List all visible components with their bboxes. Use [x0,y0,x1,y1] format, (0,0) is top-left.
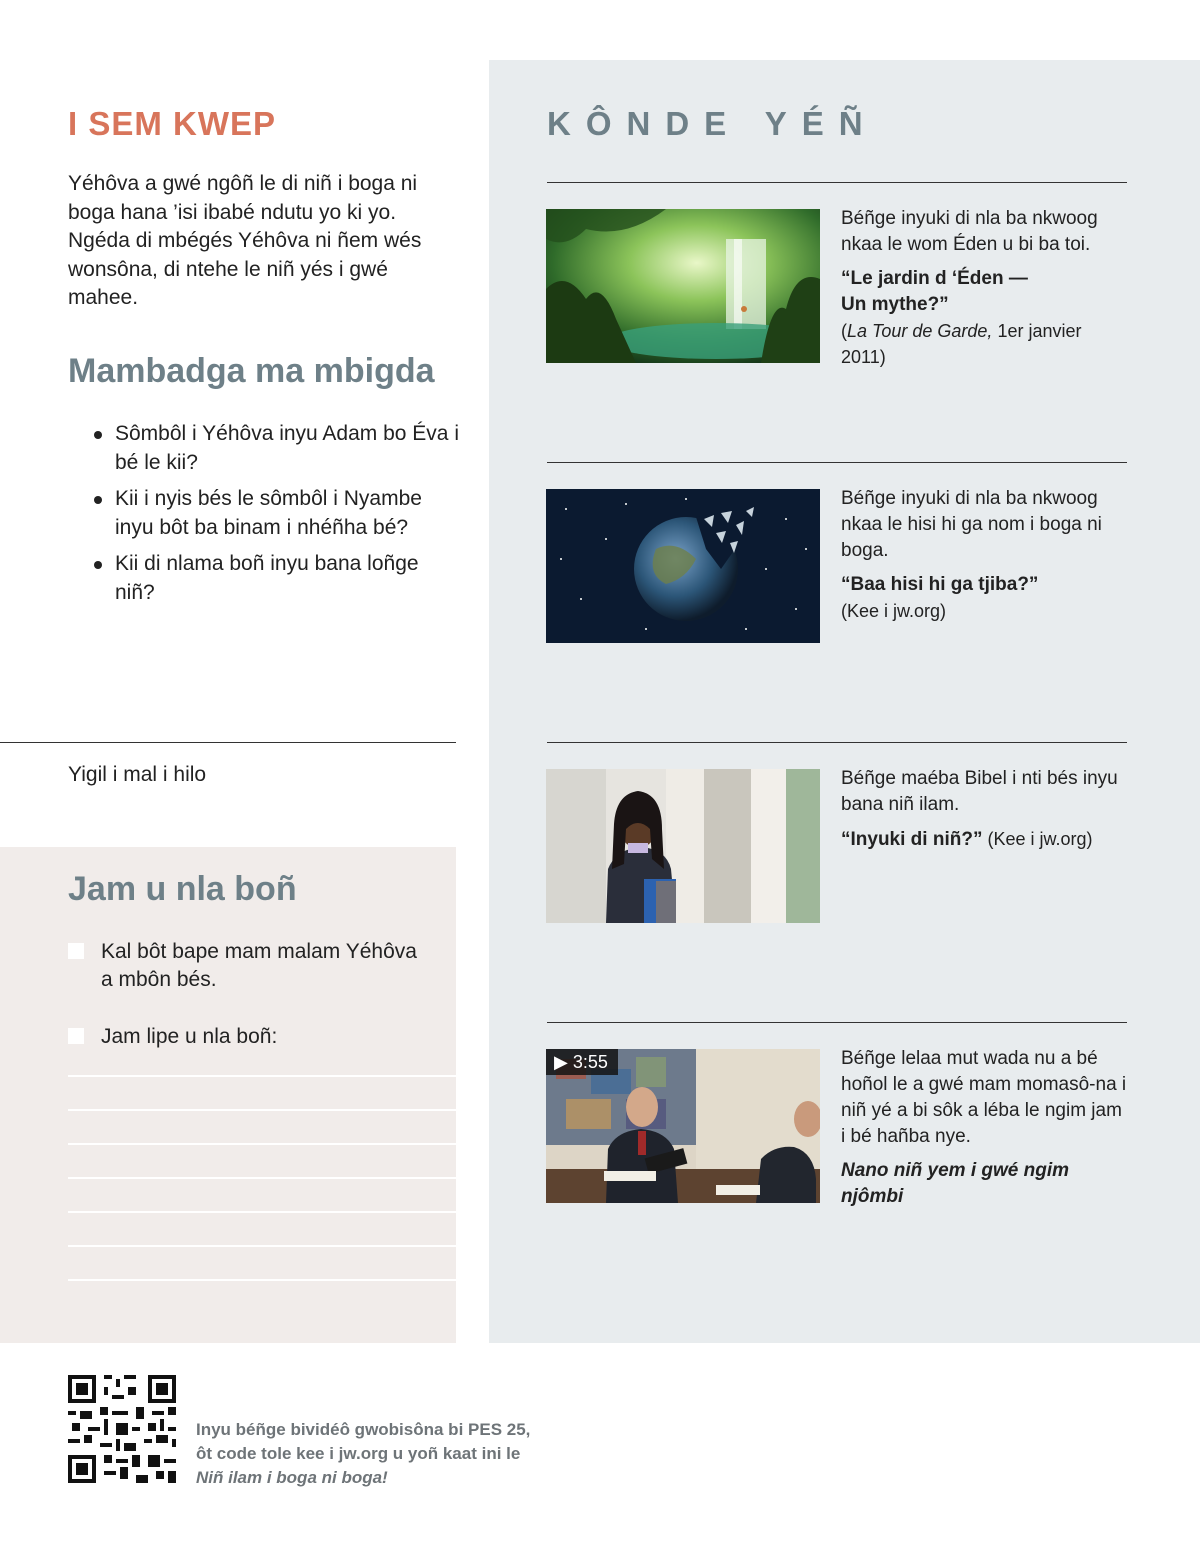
video-interview-image[interactable] [546,1049,820,1203]
divider [547,742,1127,743]
review-title: Mambadga ma mbigda [68,352,435,390]
divider [547,182,1127,183]
resource-link[interactable]: Nano niñ yem i gwé ngim njômbi [841,1160,1070,1207]
writing-line[interactable] [68,1177,456,1179]
source-prefix: ( [841,321,847,341]
footer-line: Inyu béñge bividéô gwobisôna bi PES 25, [196,1420,531,1439]
resource-source: (Kee i jw.org) [982,829,1093,849]
writing-line[interactable] [68,1245,456,1247]
eden-garden-image[interactable] [546,209,820,363]
video-duration-badge [546,1049,618,1075]
checkbox[interactable] [68,943,84,959]
goal-item-label: Kal bôt bape mam malam Yéhôva a mbôn bés. [101,940,417,991]
explore-title: KÔNDE YÉÑ [547,105,878,142]
resource-text [841,1046,1131,1210]
review-question-list [90,420,460,615]
divider [0,742,456,743]
review-question: Kii i nyis bés le sômbôl i Nyambe inyu bôt ba binam i nhéñha bé? [90,485,460,542]
resource-intro: Béñge inyuki di nla ba nkwoog nkaa le hisi hi ga nom i boga ni boga. [841,488,1102,561]
resource-link-wrap [841,826,1131,853]
summary-title: I SEM KWEP [68,105,277,142]
writing-line[interactable] [68,1279,456,1281]
resource-source: (Kee i jw.org) [841,601,947,621]
resource-intro: Béñge inyuki di nla ba nkwoog nkaa le wom Éden u bi ba toi. [841,208,1098,255]
review-question: Kii di nlama boñ inyu bana loñge niñ? [90,550,460,607]
divider [547,462,1127,463]
checkbox[interactable] [68,1028,84,1044]
source-date: 1er janvier 2011) [841,321,1082,367]
shattering-earth-image[interactable] [546,489,820,643]
goal-panel [0,847,456,1343]
footer-book-title: Niñ ilam i boga ni boga! [196,1468,388,1487]
resource-link[interactable]: “Le jardin d ‘Éden —Un mythe?” [841,268,1028,315]
resource-source [841,318,1131,370]
goal-item [68,938,448,998]
footer-note [196,1418,566,1490]
goal-item-label: Jam lipe u nla boñ: [101,1025,278,1048]
review-question: Sômbôl i Yéhôva inyu Adam bo Éva i bé le kii? [90,420,460,477]
resource-intro: Béñge lelaa mut wada nu a bé hoñol le a gwé mam momasô-na i niñ yé a bi sôk a léba le ngim jam i bé hañba nye. [841,1048,1127,1147]
writing-line[interactable] [68,1109,456,1111]
writing-line[interactable] [68,1211,456,1213]
resource-text [841,766,1131,853]
resource-text [841,206,1131,370]
goal-item [68,1023,448,1053]
video-duration: 3:55 [572,1052,608,1072]
footer-line: ôt code tole kee i jw.org u yoñ kaat ini le [196,1444,521,1463]
resource-link[interactable]: “Inyuki di niñ?” [841,829,983,850]
summary-text: Yéhôva a gwé ngôñ le di niñ i boga ni boga hana ’isi ibabé ndutu yo ki yo. Ngéda di mbégés Yéhôva ni ñem wés wonsôna, di ntehe le niñ yés i gwé mahee. [68,172,422,309]
woman-with-bible-image[interactable] [546,769,820,923]
resource-text [841,486,1131,624]
resource-link[interactable]: “Baa hisi hi ga tjiba?” [841,574,1039,595]
qr-code-icon[interactable] [68,1375,176,1483]
writing-line[interactable] [68,1075,456,1077]
date-label: Yigil i mal i hilo [68,763,207,786]
writing-line[interactable] [68,1143,456,1145]
divider [547,1022,1127,1023]
resource-intro: Béñge maéba Bibel i nti bés inyu bana niñ ilam. [841,768,1118,815]
source-publication: La Tour de Garde, [847,321,993,341]
play-icon: ▶ [554,1052,568,1072]
goal-title: Jam u nla boñ [68,870,297,908]
